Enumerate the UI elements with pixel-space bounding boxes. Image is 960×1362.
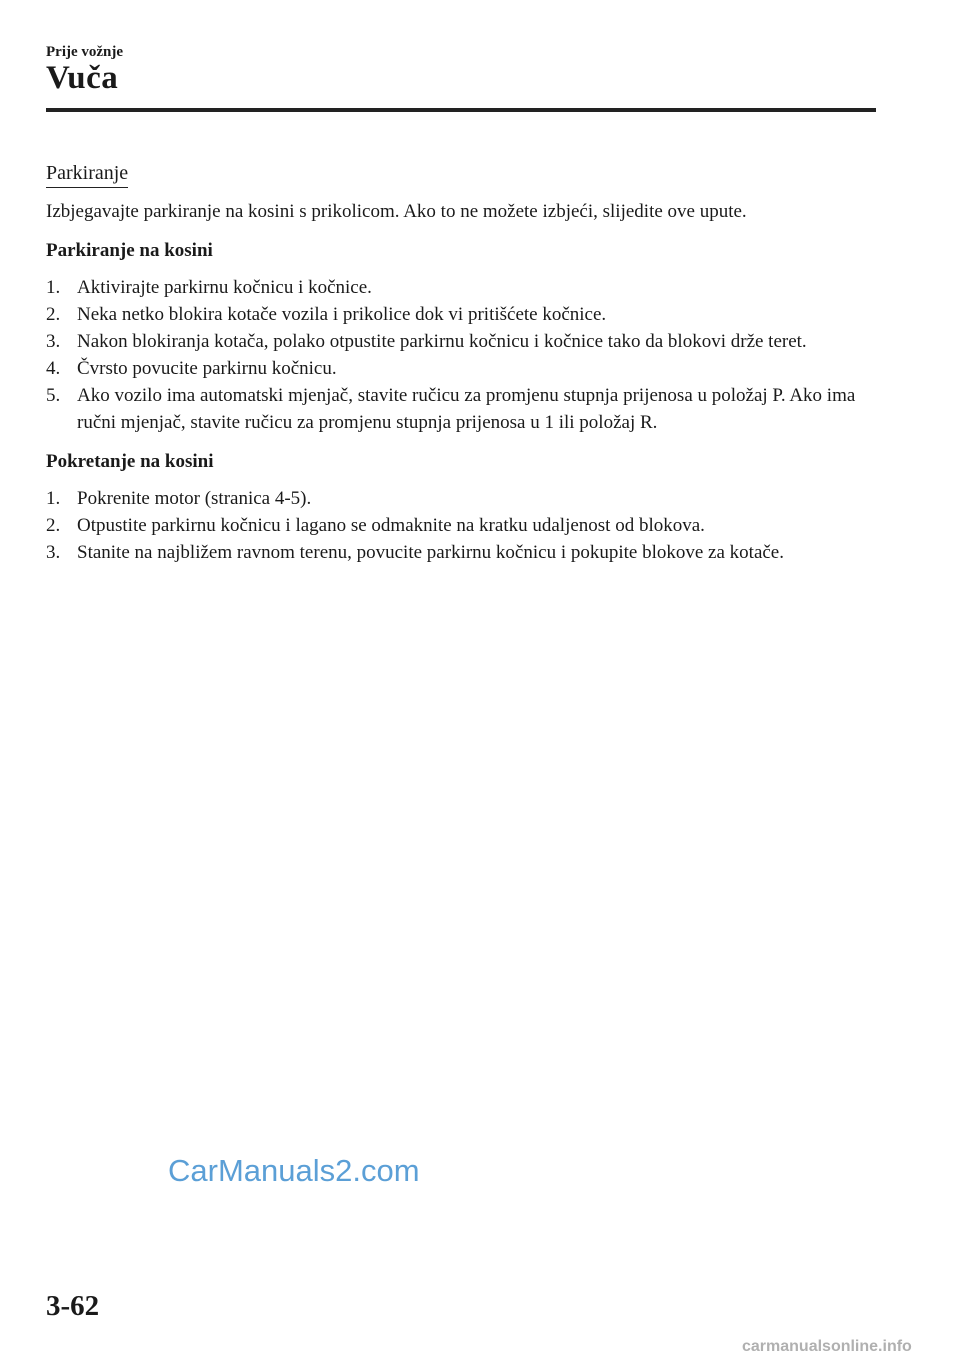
step-number: 5. (46, 385, 61, 406)
watermark-logo: CarManuals2.com (168, 1153, 420, 1188)
step-number: 2. (46, 515, 61, 536)
step-number: 4. (46, 358, 61, 379)
step-number: 2. (46, 304, 61, 325)
starting-steps-list (46, 485, 886, 566)
step-number: 1. (46, 488, 61, 509)
site-watermark: carmanualsonline.info (742, 1338, 912, 1355)
parking-heading: Parkiranje na kosini (46, 240, 213, 261)
page-number: 3-62 (46, 1290, 100, 1322)
parking-steps-list (46, 274, 886, 436)
step-number: 3. (46, 542, 61, 563)
list-item (46, 539, 886, 566)
starting-heading: Pokretanje na kosini (46, 451, 214, 472)
intro-paragraph: Izbjegavajte parkiranje na kosini s prikolicom. Ako to ne možete izbjeći, slijedite ove upute. (46, 201, 747, 222)
step-text: Otpustite parkirnu kočnicu i lagano se odmaknite na kratku udaljenost od blokova. (77, 515, 705, 536)
step-number: 1. (46, 277, 61, 298)
step-text: Neka netko blokira kotače vozila i prikolice dok vi pritišćete kočnice. (77, 304, 607, 325)
list-item (46, 382, 886, 436)
list-item (46, 328, 886, 355)
step-text: Stanite na najbližem ravnom terenu, povucite parkirnu kočnicu i pokupite blokove za kotače. (77, 542, 784, 563)
step-number: 3. (46, 331, 61, 352)
list-item (46, 301, 886, 328)
header-rule (46, 108, 876, 112)
step-text: Ako vozilo ima automatski mjenjač, stavite ručicu za promjenu stupnja prijenosa u položaj P. Ako ima ručni mjenjač, stavite ručicu za promjenu stupnja prijenosa u 1 ili položaj R. (77, 385, 856, 433)
step-text: Pokrenite motor (stranica 4-5). (77, 488, 312, 509)
chapter-label: Prije vožnje (46, 44, 124, 60)
step-text: Aktivirajte parkirnu kočnicu i kočnice. (77, 277, 372, 298)
list-item (46, 512, 886, 539)
main-content (46, 160, 886, 578)
list-item (46, 485, 886, 512)
list-item (46, 274, 886, 301)
list-item (46, 355, 886, 382)
step-text: Nakon blokiranja kotača, polako otpustite parkirnu kočnicu i kočnice tako da blokovi drže teret. (77, 331, 807, 352)
page-title: Vuča (46, 60, 119, 96)
section-title: Parkiranje (46, 160, 128, 188)
step-text: Čvrsto povucite parkirnu kočnicu. (77, 358, 337, 379)
